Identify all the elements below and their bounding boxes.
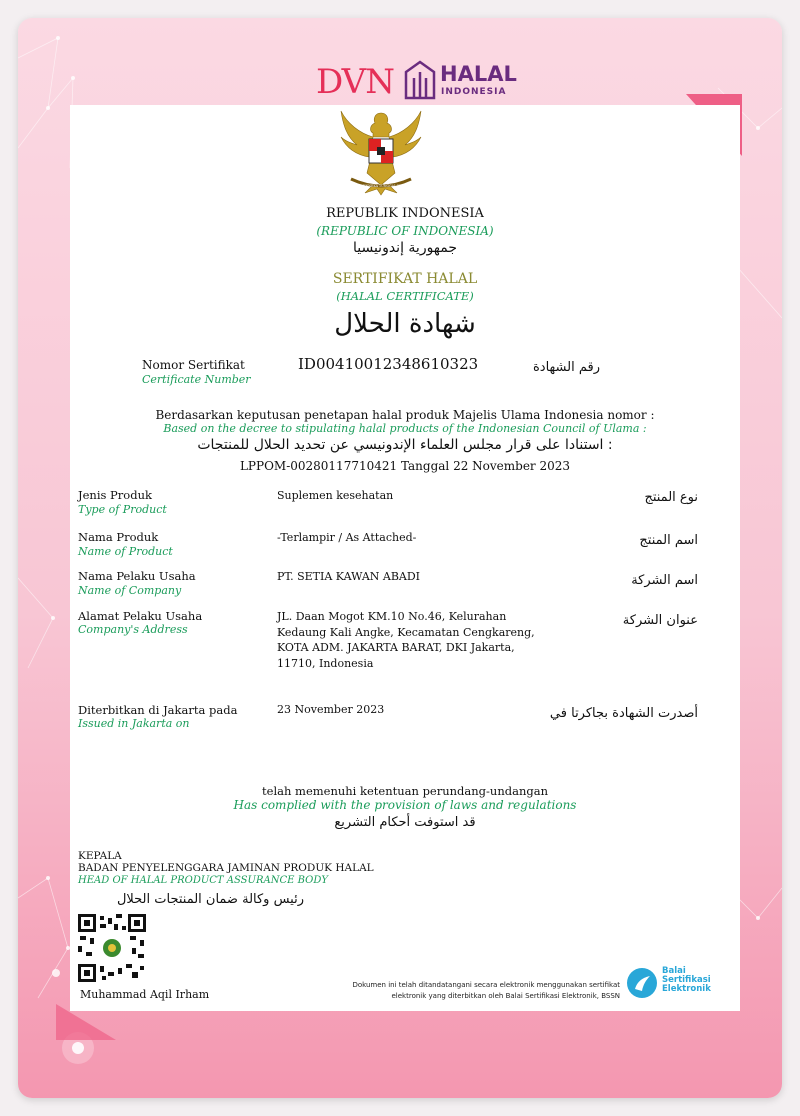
- halal-indonesia-mark-icon: [402, 60, 438, 100]
- issued-label: Diterbitkan di Jakarta pada: [78, 703, 238, 717]
- issued-label-en: Issued in Jakarta on: [78, 717, 190, 730]
- compliance-text-en: Has complied with the provision of laws and regulations: [233, 798, 577, 812]
- compliance-text-ar: قد استوفت أحكام التشريع: [334, 815, 476, 830]
- halal-logo-word: HALAL: [440, 62, 517, 86]
- signatory-title-1: KEPALA: [78, 850, 122, 862]
- signatory-name: Muhammad Aqil Irham: [80, 988, 210, 1001]
- bsre-brand-line-2: Sertifikasi: [662, 975, 711, 985]
- certificate-title: SERTIFIKAT HALAL: [332, 271, 478, 287]
- bsre-logo-icon: [626, 967, 658, 999]
- certificate-number-label-ar: رقم الشهادة: [533, 360, 600, 375]
- halal-logo-subword: INDONESIA: [441, 87, 507, 97]
- company-name-label-ar: اسم الشركة: [631, 573, 698, 588]
- country-name-en: (REPUBLIC OF INDONESIA): [316, 224, 494, 238]
- address-line-1: JL. Daan Mogot KM.10 No.46, Kelurahan: [277, 610, 507, 623]
- product-name-label: Nama Produk: [78, 530, 159, 544]
- product-name-value: -Terlampir / As Attached-: [277, 531, 417, 544]
- compliance-text: telah memenuhi ketentuan perundang-undangan: [262, 784, 548, 798]
- certificate-number-label: Nomor Sertifikat: [142, 358, 245, 372]
- certificate-title-ar: شهادة الحلال: [334, 309, 476, 339]
- issued-label-ar: أصدرت الشهادة بجاكرتا في: [549, 706, 698, 721]
- esign-notice-line-2: elektronik yang diterbitkan oleh Balai Sertifikasi Elektronik, BSSN: [391, 992, 620, 1000]
- issued-date-value: 23 November 2023: [277, 703, 385, 716]
- header-logos: [316, 58, 526, 104]
- bsre-brand-line-1: Balai: [662, 966, 686, 976]
- address-line-4: 11710, Indonesia: [277, 656, 374, 670]
- esign-notice-line-1: Dokumen ini telah ditandatangani secara elektronik menggunakan sertifikat: [352, 981, 620, 989]
- decree-text-en: Based on the decree to stipulating halal products of the Indonesian Council of Ulama :: [163, 422, 647, 435]
- company-name-label: Nama Pelaku Usaha: [78, 569, 196, 583]
- product-type-value: Suplemen kesehatan: [277, 489, 394, 502]
- product-type-label-en: Type of Product: [78, 503, 167, 516]
- decree-text-ar: استنادا على قرار مجلس العلماء الإندونيسي عن تحديد الحلال للمنتجات :: [197, 437, 613, 453]
- product-type-label-ar: نوع المنتج: [644, 490, 698, 505]
- product-name-label-en: Name of Product: [78, 545, 173, 558]
- company-name-label-en: Name of Company: [78, 584, 182, 597]
- bsre-brand-line-3: Elektronik: [662, 984, 711, 994]
- decree-text: Berdasarkan keputusan penetapan halal produk Majelis Ulama Indonesia nomor :: [155, 408, 655, 422]
- product-type-label: Jenis Produk: [78, 488, 152, 502]
- signatory-title-ar: رئيس وكالة ضمان المنتجات الحلال: [116, 892, 304, 907]
- country-name-ar: جمهورية إندونيسيا: [352, 240, 458, 256]
- product-name-label-ar: اسم المنتج: [639, 533, 698, 548]
- address-line-3: KOTA ADM. JAKARTA BARAT, DKI Jakarta,: [277, 641, 515, 654]
- dvn-logo: DVN: [316, 62, 394, 102]
- emblem-motto: BHINNEKA TUNGGAL IKA: [359, 184, 403, 188]
- company-address-label-ar: عنوان الشركة: [622, 613, 698, 628]
- bsre-brand: [662, 967, 711, 994]
- company-address-value: [277, 609, 535, 671]
- signatory-title-2: BADAN PENYELENGGARA JAMINAN PRODUK HALAL: [78, 862, 374, 874]
- certificate-number-label-en: Certificate Number: [142, 373, 251, 386]
- decree-reference: LPPOM-00280117710421 Tanggal 22 November 2023: [239, 459, 571, 473]
- company-name-value: PT. SETIA KAWAN ABADI: [277, 570, 421, 583]
- signatory-title-en: HEAD OF HALAL PRODUCT ASSURANCE BODY: [78, 875, 328, 886]
- address-line-2: Kedaung Kali Angke, Kecamatan Cengkareng,: [277, 625, 535, 639]
- garuda-emblem-icon: [337, 107, 425, 197]
- qr-code-icon: [78, 914, 146, 982]
- certificate-number: ID00410012348610323: [298, 355, 479, 373]
- company-address-label-en: Company's Address: [78, 623, 188, 636]
- certificate-paper: [70, 105, 740, 1011]
- country-name: REPUBLIK INDONESIA: [326, 206, 484, 221]
- certificate-title-en: (HALAL CERTIFICATE): [336, 289, 474, 303]
- company-address-label: Alamat Pelaku Usaha: [78, 609, 203, 623]
